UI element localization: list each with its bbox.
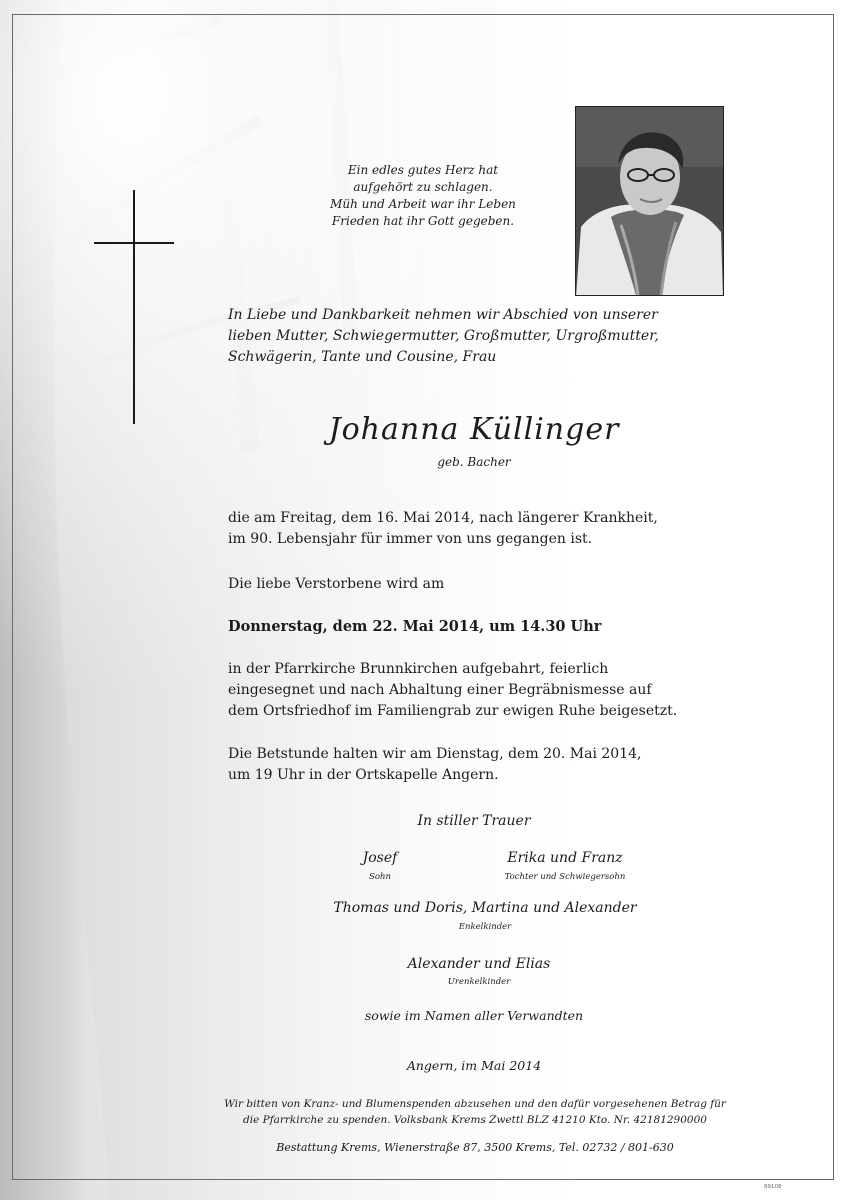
donation-line: die Pfarrkirche zu spenden. Volksbank Krems Zwettl BLZ 41210 Kto. Nr. 42181290000	[243, 1114, 707, 1126]
ceremony-paragraph	[228, 659, 720, 722]
family-grandchildren-relation: Enkelkinder	[458, 922, 512, 932]
ceremony-line: dem Ortsfriedhof im Familiengrab zur ewigen Ruhe beigesetzt.	[228, 703, 678, 719]
announce-text	[228, 574, 728, 595]
memorial-poem	[290, 162, 556, 230]
intro-line: lieben Mutter, Schwiegermutter, Großmutter, Urgroßmutter,	[228, 328, 659, 344]
intro-line: Schwägerin, Tante und Cousine, Frau	[228, 349, 497, 365]
family-great-grandchildren-names: Alexander und Elias	[407, 956, 551, 972]
prayer-line: Die Betstunde halten wir am Dienstag, dem 20. Mai 2014,	[228, 746, 642, 762]
donation-line: Wir bitten von Kranz- und Blumenspenden abzusehen und den dafür vorgesehenen Betrag für	[224, 1098, 726, 1110]
family-daughter-relation: Tochter und Schwiegersohn	[504, 872, 626, 882]
announce-line: Die liebe Verstorbene wird am	[228, 576, 445, 592]
ceremony-line: in der Pfarrkirche Brunnkirchen aufgebahrt, feierlich	[228, 661, 609, 677]
cross-symbol-bar	[94, 242, 174, 244]
ceremony-line: eingesegnet und nach Abhaltung einer Begräbnismesse auf	[228, 682, 652, 698]
donation-notice	[200, 1096, 750, 1128]
deceased-name: Johanna Küllinger	[328, 412, 620, 447]
prayer-paragraph	[228, 744, 728, 786]
family-daughter-name: Erika und Franz	[507, 850, 623, 866]
poem-line: aufgehört zu schlagen.	[353, 180, 493, 194]
prayer-line: um 19 Uhr in der Ortskapelle Angern.	[228, 767, 499, 783]
family-great-grandchildren-relation: Urenkelkinder	[447, 977, 511, 987]
mourning-heading: In stiller Trauer	[417, 813, 531, 829]
family-grandchildren-names: Thomas und Doris, Martina und Alexander	[333, 900, 637, 916]
poem-line: Frieden hat ihr Gott gegeben.	[331, 214, 515, 228]
death-notice	[228, 508, 728, 550]
death-notice-line: die am Freitag, dem 16. Mai 2014, nach längerer Krankheit,	[228, 510, 658, 526]
intro-line: In Liebe und Dankbarkeit nehmen wir Abschied von unserer	[228, 307, 658, 323]
cross-symbol	[133, 190, 135, 424]
intro-paragraph	[228, 305, 720, 368]
death-notice-line: im 90. Lebensjahr für immer von uns gegangen ist.	[228, 531, 593, 547]
print-code: 89108	[764, 1184, 782, 1190]
family-son-name: Josef	[362, 850, 398, 866]
closing-line: sowie im Namen aller Verwandten	[364, 1008, 584, 1023]
place-date: Angern, im Mai 2014	[406, 1058, 542, 1073]
poem-line: Müh und Arbeit war ihr Leben	[330, 197, 516, 211]
poem-line: Ein edles gutes Herz hat	[347, 163, 499, 177]
maiden-name: geb. Bacher	[437, 455, 511, 469]
undertaker-info: Bestattung Krems, Wienerstraße 87, 3500 Krems, Tel. 02732 / 801-630	[276, 1141, 674, 1154]
family-son-relation: Sohn	[369, 872, 391, 882]
funeral-date: Donnerstag, dem 22. Mai 2014, um 14.30 Uhr	[228, 618, 602, 635]
portrait-photo	[575, 106, 724, 296]
